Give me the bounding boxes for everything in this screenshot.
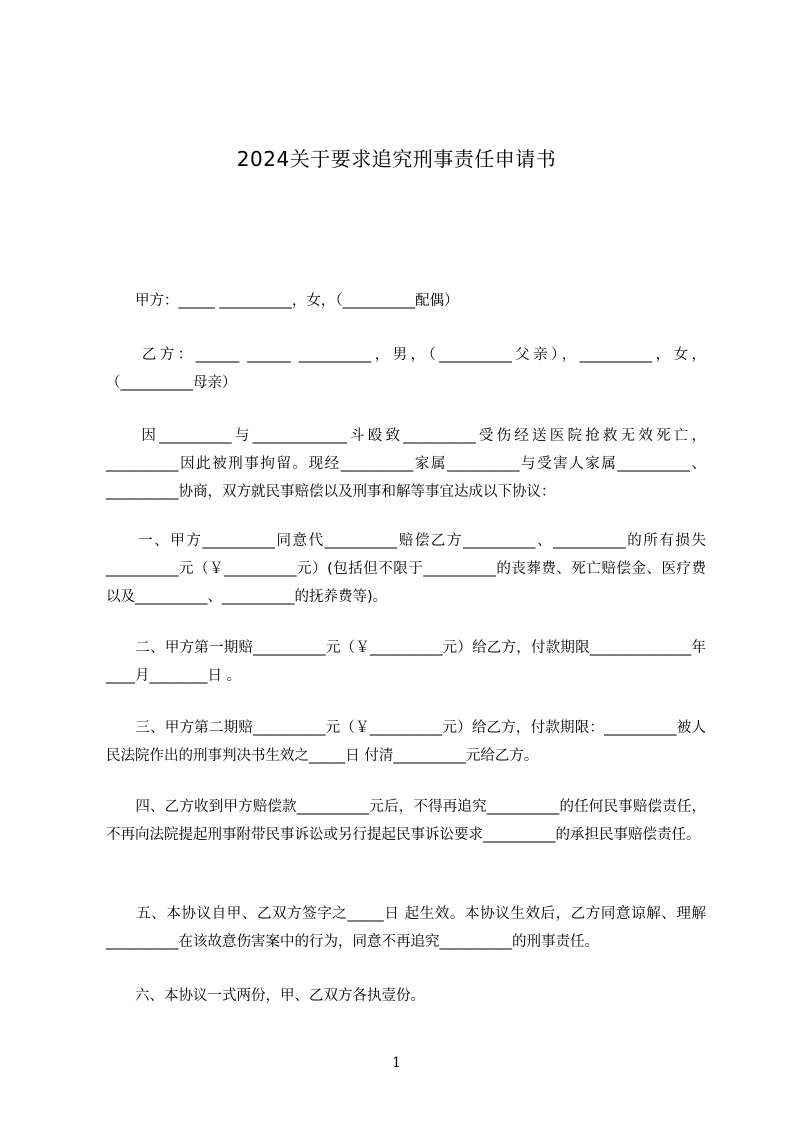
paragraph-clause-3: 三、甲方第二期赔__________元（￥__________元）给乙方，付款期限：__________被人民法院作出的刑事判决书生效之_____日 付清__________元给乙方。 [106, 720, 706, 764]
paragraph-background: 因__________与_____________斗殴致__________受伤经送医院抢救无效死亡，__________因此被刑事拘留。现经__________家属__________与受害人家属__________、__________协商，双方就民事赔偿以及刑事和解等事宜达成以下协议： [106, 428, 706, 500]
paragraph-clause-6: 六、本协议一式两份，甲、乙双方各执壹份。 [106, 988, 425, 1004]
paragraph-clause-4: 四、乙方收到甲方赔偿款__________元后，不得再追究__________的任何民事赔偿责任，不再向法院提起刑事附带民事诉讼或另行提起民事诉讼要求__________的承担民事赔偿责任。 [106, 799, 706, 843]
paragraph-party-a: 甲方：_____ __________，女，（__________配偶） [106, 293, 459, 309]
page-number: 1 [392, 1055, 401, 1071]
paragraph-clause-2: 二、甲方第一期赔__________元（￥__________元）给乙方，付款期限______________年____月________日 。 [106, 640, 706, 684]
document-title: 2024关于要求追究刑事责任申请书 [236, 147, 557, 171]
paragraph-clause-1: 一、甲方__________同意代__________赔偿乙方__________、__________的所有损失__________元（￥__________元）(包括但不限于__________的丧葬费、死亡赔偿金、医疗费以及__________、__________的抚养费等)。 [106, 533, 706, 605]
paragraph-clause-5: 五、本协议自甲、乙双方签字之_____日 起生效。本协议生效后，乙方同意谅解、理解__________在该故意伤害案中的行为，同意不再追究__________的刑事责任。 [106, 906, 706, 950]
paragraph-party-b: 乙方：______ ______ __________，男，（__________父亲），__________，女，（__________母亲） [106, 347, 706, 391]
